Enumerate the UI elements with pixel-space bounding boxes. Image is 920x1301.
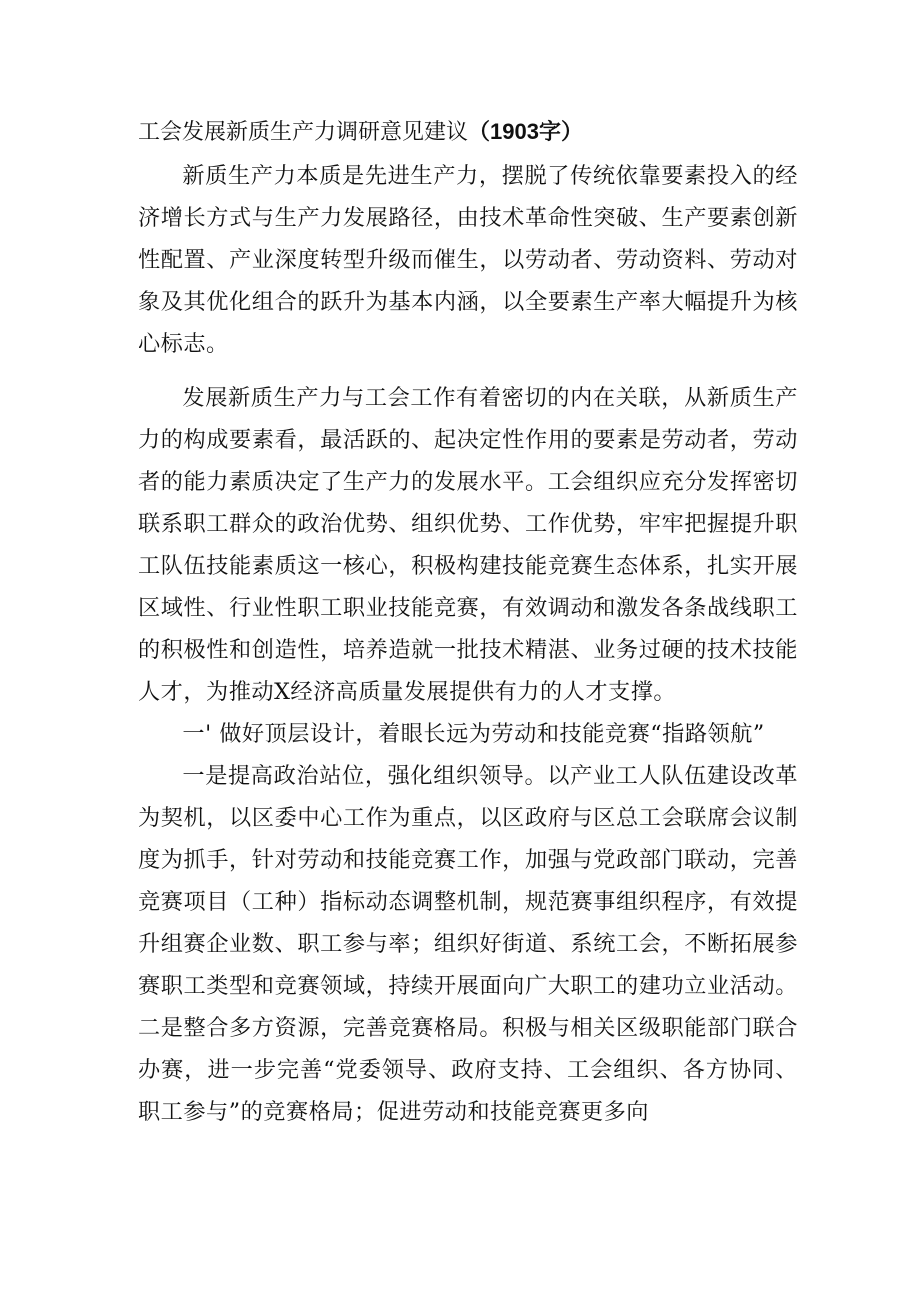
document-body	[138, 112, 798, 1133]
section-heading-1: 一' 做好顶层设计，着眼长远为劳动和技能竞赛“指路领航”	[182, 721, 765, 747]
paragraph-relation: 发展新质生产力与工会工作有着密切的内在关联，从新质生产力的构成要素看，最活跃的、起决定性作用的要素是劳动者，劳动者的能力素质决定了生产力的发展水平。工会组织应充分发挥密切联系职工群众的政治优势、组织优势、工作优势，牢牢把握提升职工队伍技能素质这一核心，积极构建技能竞赛生态体系，扎实开展区域性、行业性职工职业技能竞赛，有效调动和激发各条战线职工的积极性和创造性，培养造就一批技术精湛、业务过硬的技术技能人才，为推动X经济高质量发展提供有力的人才支撑。	[138, 385, 798, 705]
paragraph-measures: 一是提高政治站位，强化组织领导。以产业工人队伍建设改革为契机，以区委中心工作为重点，以区政府与区总工会联席会议制度为抓手，针对劳动和技能竞赛工作，加强与党政部门联动，完善竞赛项目（工种）指标动态调整机制，规范赛事组织程序，有效提升组赛企业数、职工参与率；组织好街道、系统工会，不断拓展参赛职工类型和竞赛领域，持续开展面向广大职工的建功立业活动。二是整合多方资源，完善竞赛格局。积极与相关区级职能部门联合办赛，进一步完善“党委领导、政府支持、工会组织、各方协同、职工参与”的竞赛格局；促进劳动和技能竞赛更多向	[138, 763, 798, 1125]
title-text: 工会发展新质生产力调研意见建议	[138, 120, 469, 145]
paragraph-intro: 新质生产力本质是先进生产力，摆脱了传统依靠要素投入的经济增长方式与生产力发展路径，由技术革命性突破、生产要素创新性配置、产业深度转型升级而催生，以劳动者、劳动资料、劳动对象及其优化组合的跃升为基本内涵，以全要素生产率大幅提升为核心标志。	[138, 163, 798, 357]
document-title	[138, 112, 798, 153]
word-count: （1903字）	[468, 119, 583, 144]
